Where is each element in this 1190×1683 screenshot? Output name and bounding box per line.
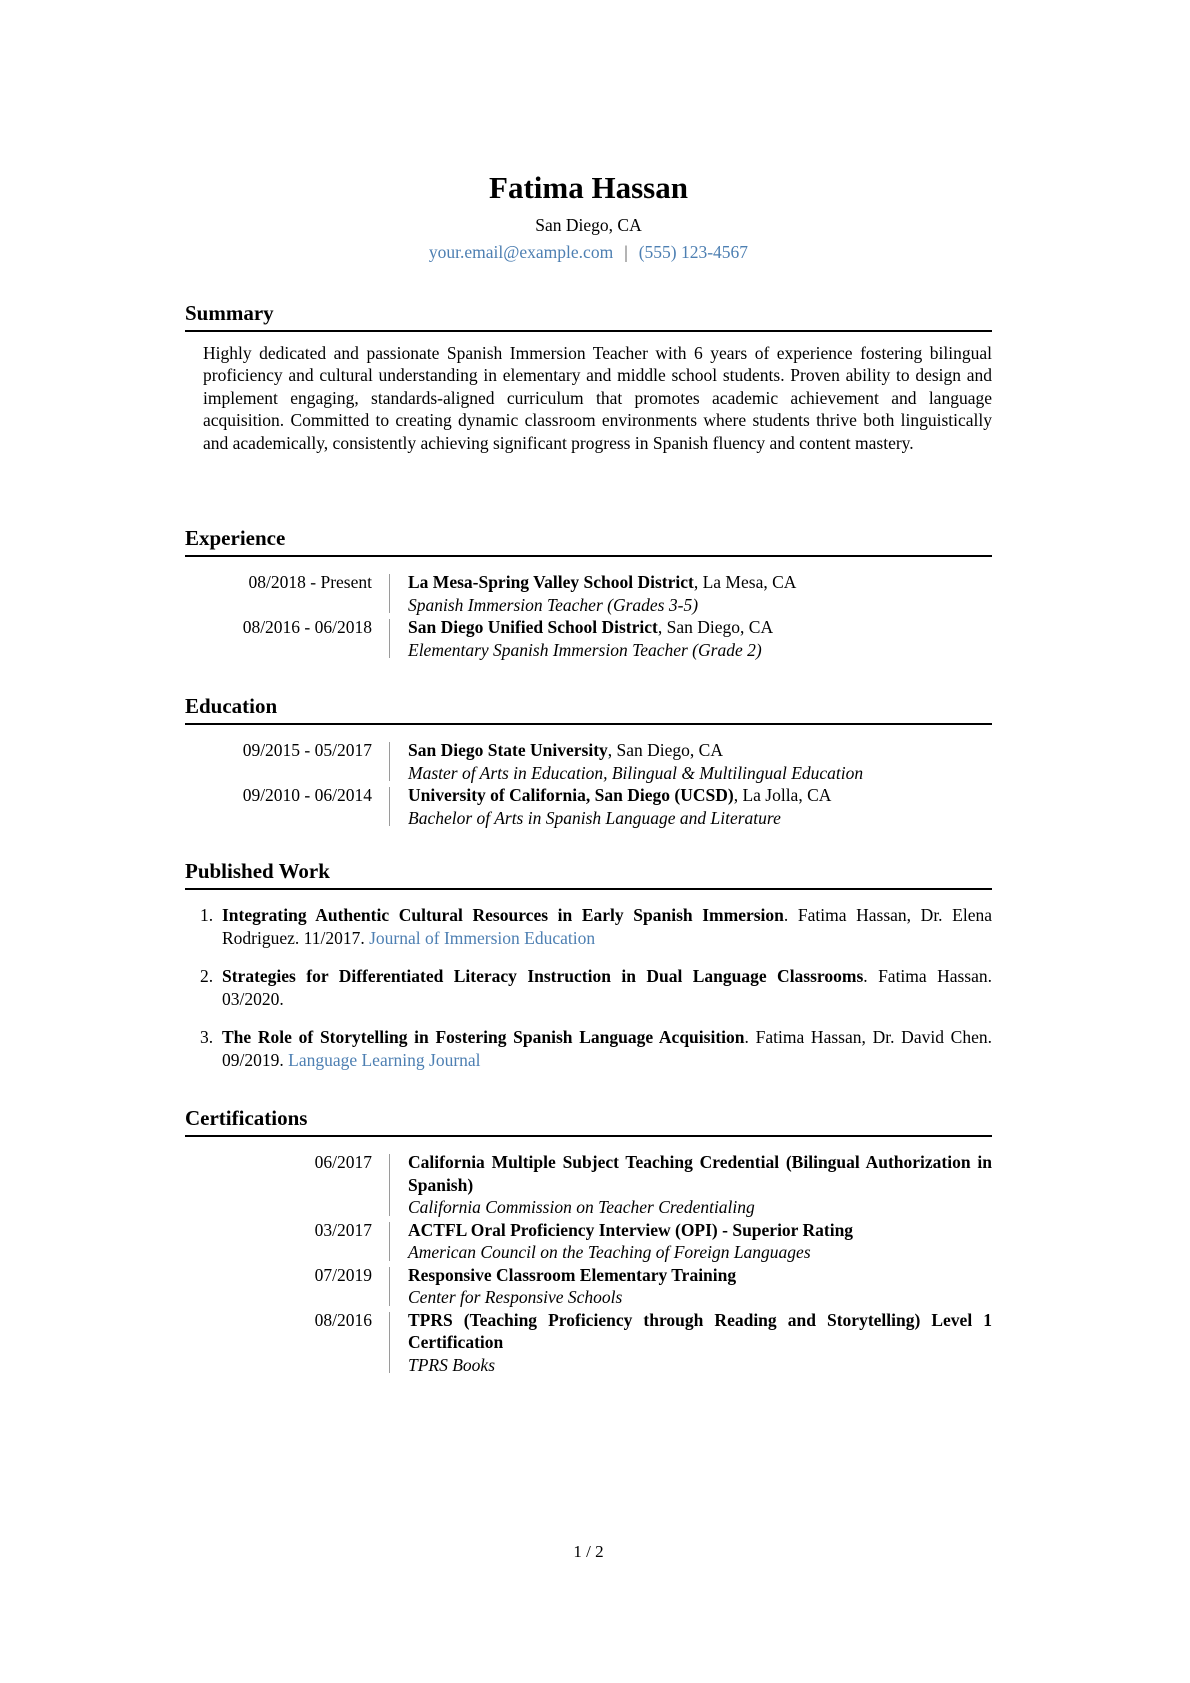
certification-entries (185, 1151, 992, 1376)
publication-item (200, 1026, 992, 1071)
entry-dates: 08/2016 (314, 1309, 372, 1330)
entry-dates: 06/2017 (314, 1152, 372, 1173)
certification-issuer: California Commission on Teacher Credentialing (408, 1197, 755, 1218)
publication-title: Integrating Authentic Cultural Resources in Early Spanish Immersion (222, 905, 784, 926)
section-published-work (185, 859, 992, 1071)
certification-name: California Multiple Subject Teaching Credential (Bilingual Authorization in Spanish) (408, 1152, 992, 1195)
publication-number: 3. (200, 1027, 214, 1048)
publication-journal-link[interactable]: Language Learning Journal (288, 1049, 481, 1070)
experience-entry (185, 616, 992, 661)
entry-content (408, 616, 992, 661)
publication-item (200, 904, 992, 949)
section-experience (185, 526, 992, 661)
school-name: University of California, San Diego (UCSD) (408, 785, 734, 806)
school-location: , San Diego, CA (607, 740, 723, 761)
entry-divider (372, 1309, 408, 1377)
certification-entry (185, 1309, 992, 1377)
publication-title: Strategies for Differentiated Literacy Instruction in Dual Language Classrooms (222, 966, 864, 987)
certification-entry (185, 1151, 992, 1219)
education-entry (185, 784, 992, 829)
certification-issuer: Center for Responsive Schools (408, 1287, 623, 1308)
publication-journal-link[interactable]: Journal of Immersion Education (369, 927, 596, 948)
section-summary (185, 301, 992, 455)
published-work-title: Published Work (185, 859, 992, 890)
certification-issuer: American Council on the Teaching of Foreign Languages (408, 1242, 811, 1263)
entry-content (408, 1309, 992, 1377)
certification-name: Responsive Classroom Elementary Training (408, 1264, 737, 1285)
certification-issuer: TPRS Books (408, 1354, 496, 1375)
degree: Bachelor of Arts in Spanish Language and Literature (408, 807, 781, 828)
certification-name: ACTFL Oral Proficiency Interview (OPI) - Superior Rating (408, 1219, 854, 1240)
person-location: San Diego, CA (535, 214, 642, 235)
publication-body (222, 965, 992, 1010)
contact-line (185, 241, 992, 263)
experience-title: Experience (185, 526, 992, 557)
experience-entry (185, 571, 992, 616)
publication-authors-date: . Fatima Hassan, Dr. David Chen. 09/2019. (222, 1027, 992, 1070)
entry-divider (372, 616, 408, 661)
email-link[interactable]: your.email@example.com (428, 241, 614, 262)
org-name: La Mesa-Spring Valley School District (408, 572, 694, 593)
entry-divider (372, 1219, 408, 1264)
entry-dates: 08/2016 - 06/2018 (242, 617, 372, 638)
entry-content (408, 739, 992, 784)
publication-number: 1. (200, 905, 214, 926)
publication-item (200, 965, 992, 1010)
certifications-title: Certifications (185, 1106, 992, 1137)
entry-content (408, 1264, 992, 1309)
job-title: Spanish Immersion Teacher (Grades 3-5) (408, 594, 699, 615)
page-indicator: 1 / 2 (573, 1542, 604, 1561)
summary-title: Summary (185, 301, 992, 332)
entry-content (408, 784, 992, 829)
education-entries (185, 739, 992, 829)
org-location: , La Mesa, CA (693, 572, 797, 593)
entry-dates: 09/2010 - 06/2014 (242, 785, 372, 806)
publication-body (222, 1026, 992, 1071)
entry-content (408, 1219, 992, 1264)
publication-number: 2. (200, 966, 214, 987)
entry-divider (372, 1151, 408, 1219)
experience-entries (185, 571, 992, 661)
publication-title: The Role of Storytelling in Fostering Spanish Language Acquisition (222, 1027, 745, 1048)
entry-divider (372, 784, 408, 829)
school-name: San Diego State University (408, 740, 608, 761)
entry-dates: 08/2018 - Present (248, 572, 372, 593)
job-title: Elementary Spanish Immersion Teacher (Grade 2) (408, 639, 762, 660)
publication-authors-date: . Fatima Hassan, Dr. Elena Rodriguez. 11/2017. (222, 905, 993, 948)
education-entry (185, 739, 992, 784)
publication-body (222, 904, 992, 949)
entry-content (408, 571, 992, 616)
entry-dates: 07/2019 (314, 1264, 372, 1285)
entry-divider (372, 1264, 408, 1309)
certification-entry (185, 1264, 992, 1309)
publication-list (200, 904, 992, 1071)
section-certifications (185, 1106, 992, 1376)
entry-divider (372, 571, 408, 616)
degree: Master of Arts in Education, Bilingual & Multilingual Education (408, 762, 864, 783)
resume-header (185, 170, 992, 263)
education-title: Education (185, 694, 992, 725)
contact-separator: | (624, 241, 628, 262)
phone-link[interactable]: (555) 123-4567 (638, 241, 749, 262)
school-location: , La Jolla, CA (733, 785, 832, 806)
person-name: Fatima Hassan (489, 170, 688, 205)
entry-content (408, 1151, 992, 1219)
entry-dates: 09/2015 - 05/2017 (242, 740, 372, 761)
entry-dates: 03/2017 (314, 1219, 372, 1240)
certification-entry (185, 1219, 992, 1264)
publication-authors-date: . Fatima Hassan. 03/2020. (222, 966, 992, 1009)
org-location: , San Diego, CA (657, 617, 774, 638)
section-education (185, 694, 992, 829)
entry-divider (372, 739, 408, 784)
certification-name: TPRS (Teaching Proficiency through Reading and Storytelling) Level 1 Certification (408, 1309, 992, 1353)
org-name: San Diego Unified School District (408, 617, 658, 638)
summary-paragraph: Highly dedicated and passionate Spanish Immersion Teacher with 6 years of experience fostering bilingual proficiency and cultural understanding in elementary and middle school students. Proven ability to design and implement engaging, standards-aligned curriculum that promotes academic achievement and language acquisition. Committed to creating dynamic classroom environments where students thrive both linguistically and academically, consistently achieving significant progress in Spanish fluency and content mastery. (203, 342, 992, 453)
